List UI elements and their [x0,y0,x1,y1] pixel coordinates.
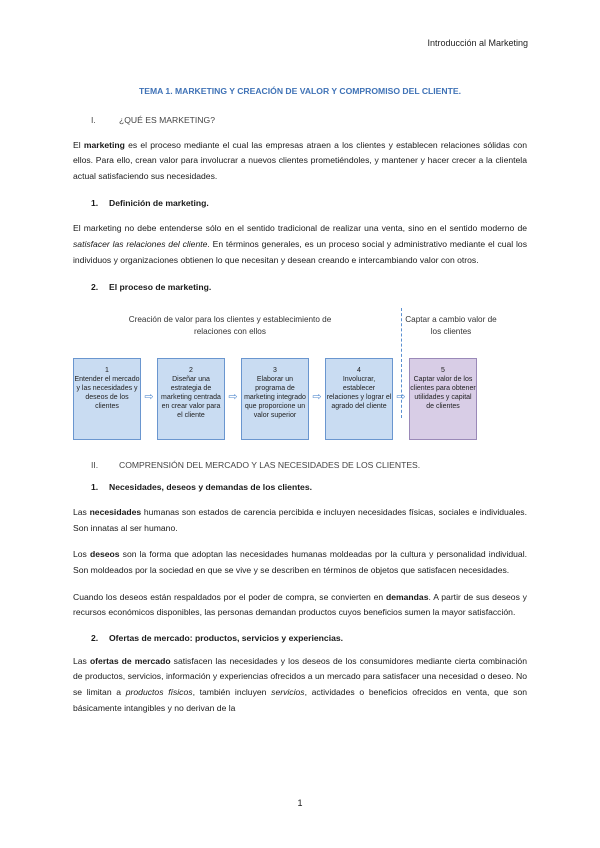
arrow-right-icon: ⇨ [228,391,238,404]
section-number: II. [91,460,99,471]
topic-title: TEMA 1. MARKETING Y CREACIÓN DE VALOR Y COMPROMISO DEL CLIENTE. [139,86,461,96]
subsection-heading-offers: 2. Ofertas de mercado: productos, servicios y experiencias. [91,632,344,643]
diagram-right-title: Captar a cambio valor de los clientes [405,315,497,337]
demands-paragraph: Cuando los deseos están respaldados por el poder de compra, se convierten en demandas. A partir de sus deseos y recursos económicos disponibles, las personas demandan productos cuyos beneficios sumen la mayor satisfacción. [73,591,527,618]
process-step-2: 2 Diseñar una estrategia de marketing centrada en crear valor para el cliente [157,358,225,440]
section-title: ¿QUÉ ES MARKETING? [119,114,215,125]
process-step-5: 5 Captar valor de los clientes para obtener utilidades y capital de clientes [409,358,477,440]
process-step-3: 3 Elaborar un programa de marketing integrado que proporcione un valor superior [241,358,309,440]
subsection-heading-needs: 1. Necesidades, deseos y demandas de los clientes. [91,482,313,493]
running-header: Introducción al Marketing [427,38,528,48]
process-step-1: 1 Entender el mercado y las necesidades y deseos de los clientes [73,358,141,440]
definition-paragraph: El marketing no debe entenderse sólo en el sentido tradicional de realizar una venta, sino en el sentido moderno de satisfacer las relaciones del cliente. En términos generales, es un proceso social y administrativo mediante el cual los individuos y organizaciones obtienen lo que necesitan y desean creando e intercambiando valor con otros. [73,223,527,265]
arrow-right-icon: ⇨ [312,391,322,404]
diagram-left-title: Creación de valor para los clientes y establecimiento de relaciones con ellos [128,315,332,337]
page-number: 1 [297,798,303,808]
arrow-right-icon: ⇨ [144,391,154,404]
needs-paragraph: Las necesidades humanas son estados de carencia percibida e incluyen necesidades físicas, sociales e individuales. Son innatas al ser humano. [73,507,527,533]
subsection-heading-definition: 1. Definición de marketing. [91,198,209,209]
section-number: I. [91,114,96,125]
wants-paragraph: Los deseos son la forma que adoptan las necesidades humanas moldeadas por la cultura y personalidad individual. Son moldeados por la sociedad en que se vive y se describen en términos de objetos que satisfacen necesidades. [73,549,528,575]
subsection-heading-process: 2. El proceso de marketing. [91,282,212,293]
section-heading-1 [73,115,527,125]
marketing-process-diagram [73,314,527,446]
process-step-4: 4 Involucrar, establecer relaciones y lograr el agrado del cliente [325,358,393,440]
arrow-right-icon: ⇨ [396,391,406,404]
market-offers-paragraph: Las ofertas de mercado satisfacen las necesidades y los deseos de los consumidores mediante cierta combinación de productos, servicios, información y experiencias ofrecidos a un mercado para satisfacer una necesidad o deseo. No se limitan a productos físicos, también incluyen servicios, actividades o beneficios ofrecidos en venta, que son básicamente intangibles y no derivan de la [73,655,528,713]
section-heading-2 [73,460,527,470]
page-content [73,84,527,716]
marketing-intro-paragraph: El marketing es el proceso mediante el cual las empresas atraen a los clientes y establecen relaciones sólidas con ellos. Para ello, crean valor para involucrar a nuevos clientes prometiéndoles, y mantener y hacer crecer a la clientela actual satisfaciendo sus necesidades. [73,139,527,181]
section-title: COMPRENSIÓN DEL MERCADO Y LAS NECESIDADES DE LOS CLIENTES. [119,460,421,471]
